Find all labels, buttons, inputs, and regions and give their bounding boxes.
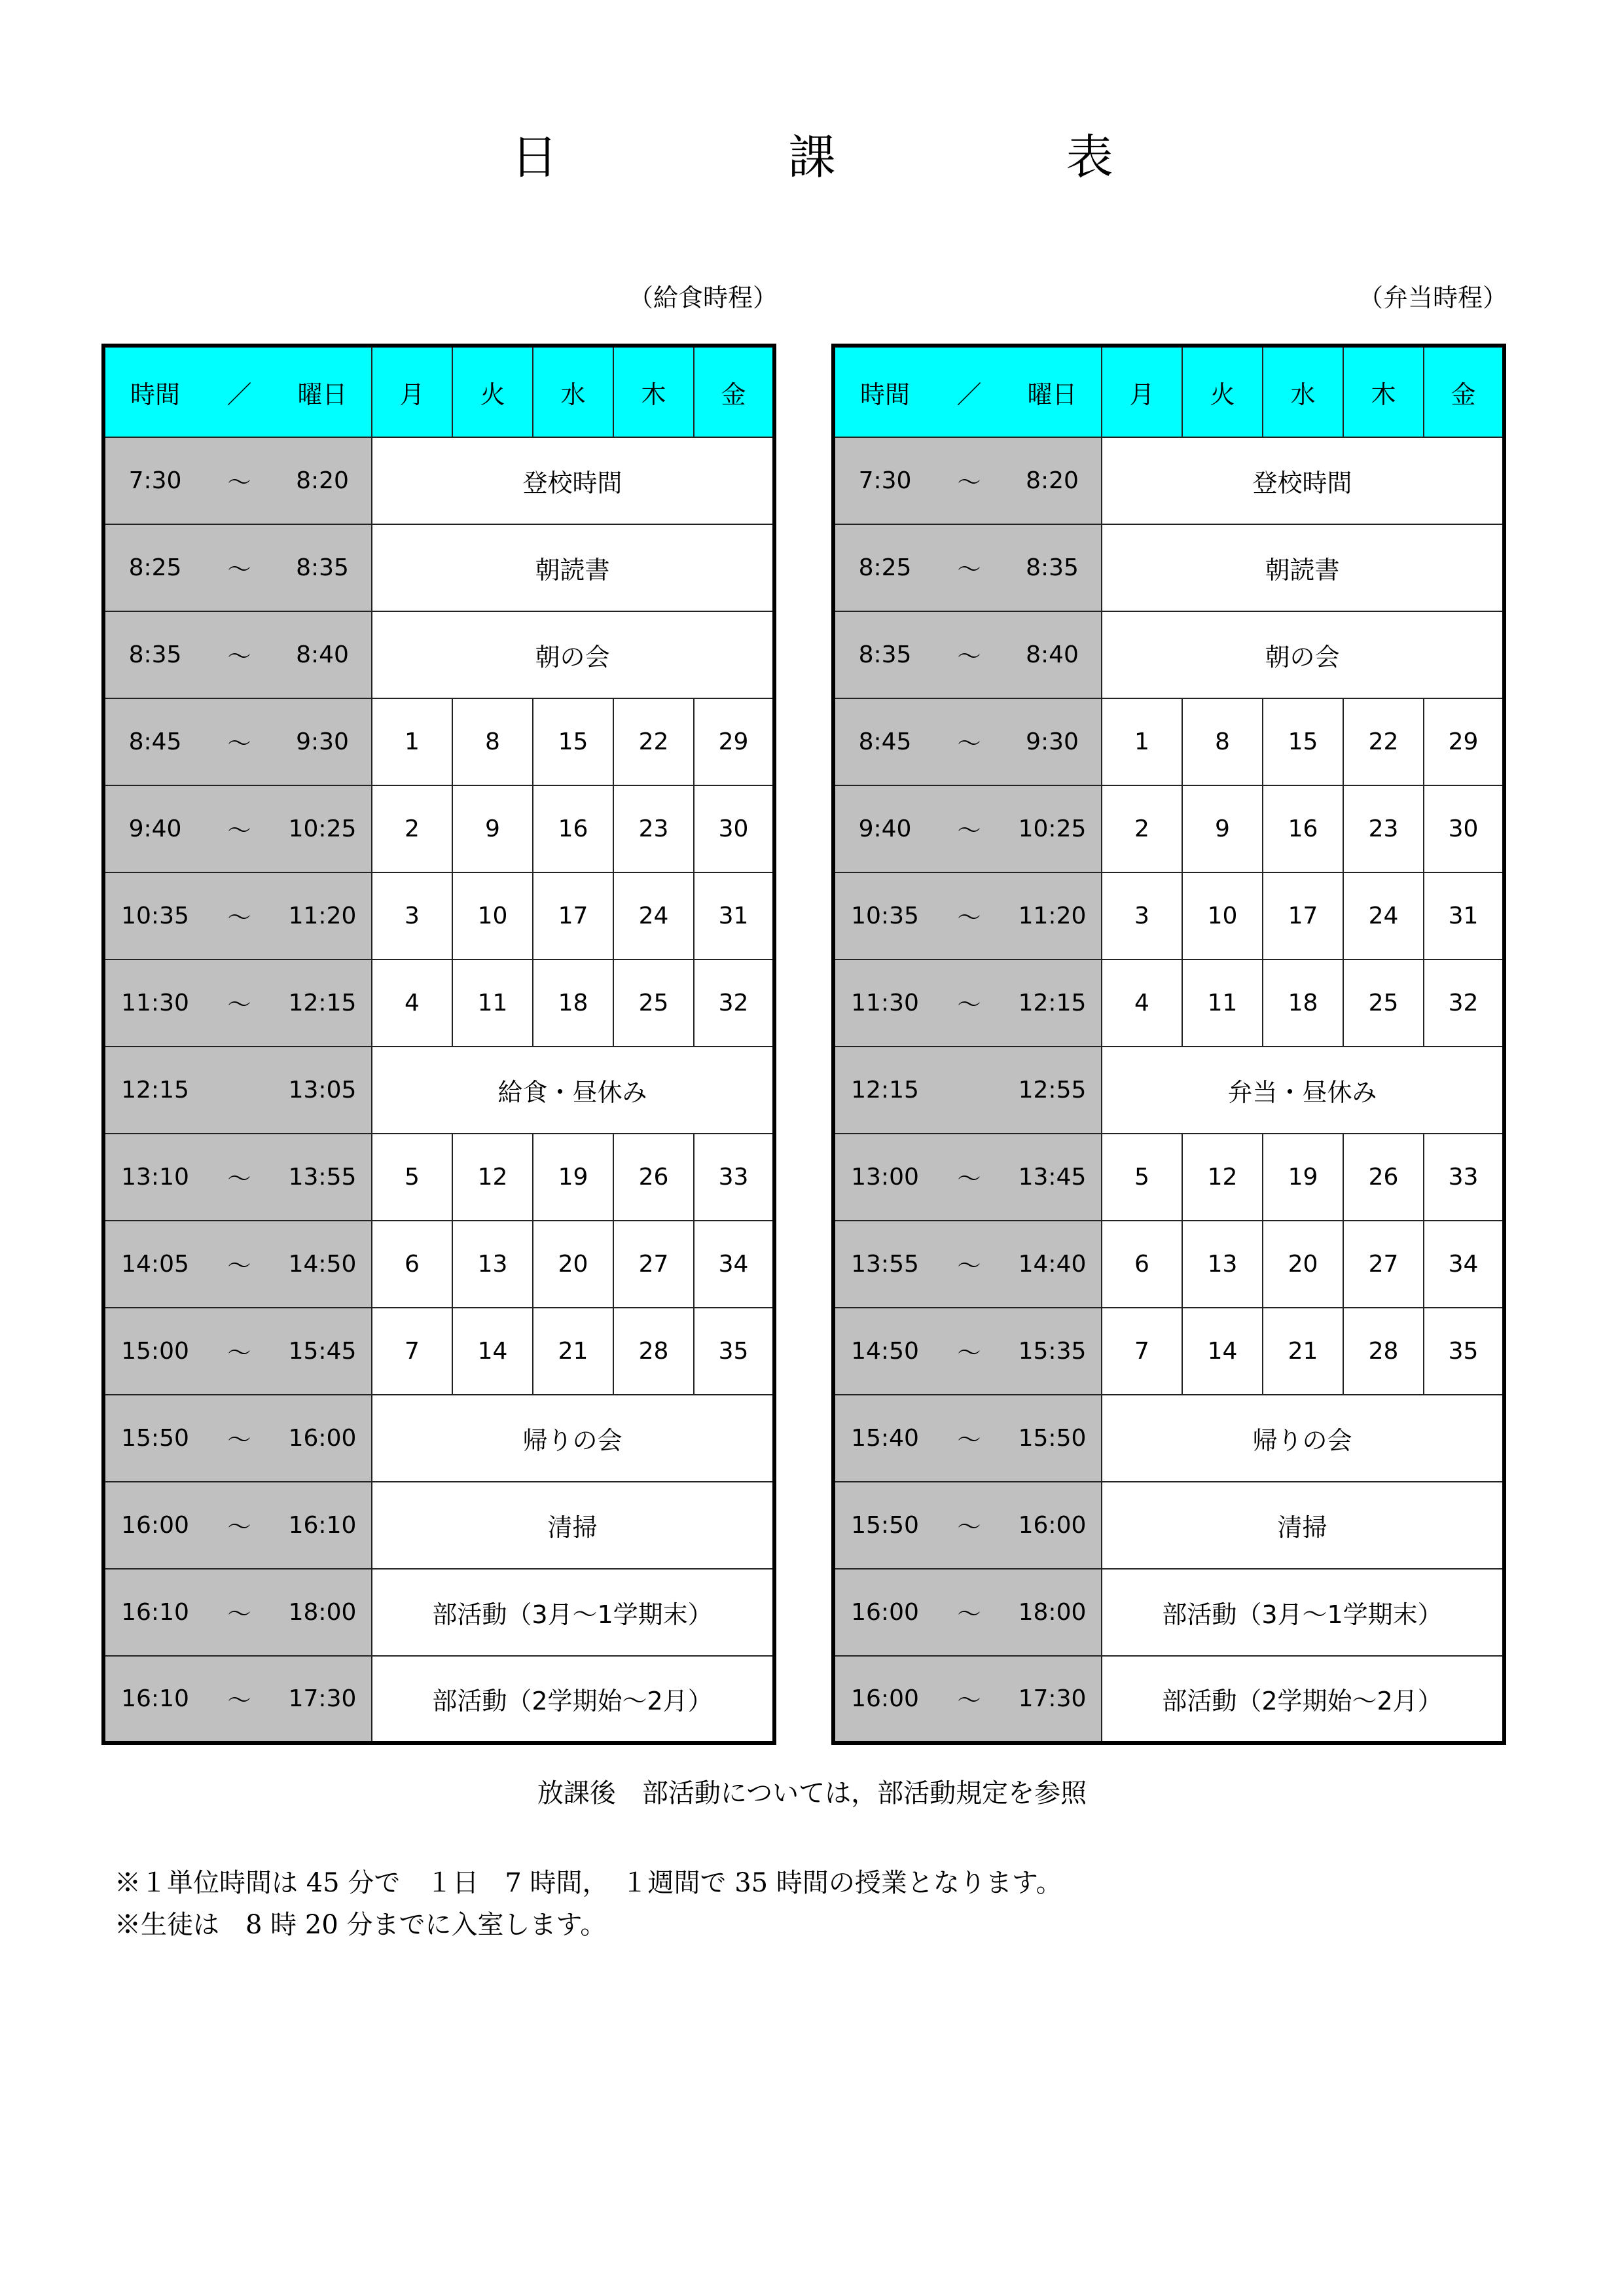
lunch-header-row [103, 346, 774, 437]
time-separator: ～ [935, 960, 1003, 1047]
footnote-entry-time: ※生徒は 8 時 20 分までに入室します。 [115, 1910, 607, 1940]
class-period-number: 13 [452, 1221, 533, 1308]
bento-period-row [833, 1656, 1504, 1743]
class-period-number: 1 [372, 698, 452, 785]
activity-label: 部活動（2学期始～2月） [372, 1656, 774, 1743]
activity-label: 清掃 [372, 1482, 774, 1569]
class-period-number: 18 [533, 960, 613, 1047]
activity-label: 部活動（3月～1学期末） [372, 1569, 774, 1656]
footnotes [115, 1862, 1062, 1946]
class-period-number: 33 [1424, 1134, 1504, 1221]
start-time: 8:35 [833, 611, 935, 698]
class-period-number: 3 [372, 872, 452, 960]
class-period-number: 19 [533, 1134, 613, 1221]
end-time: 15:50 [1003, 1395, 1102, 1482]
lunch-period-row [103, 1308, 774, 1395]
class-period-number: 17 [533, 872, 613, 960]
header-weekday: 木 [613, 346, 694, 437]
class-period-number: 31 [694, 872, 774, 960]
bento-period-row [833, 698, 1504, 785]
footnote-class-hours: ※１単位時間は 45 分で １日 7 時間， １週間で 35 時間の授業となります。 [115, 1868, 1062, 1898]
start-time: 8:45 [103, 698, 205, 785]
class-period-number: 34 [1424, 1221, 1504, 1308]
activity-label: 朝の会 [372, 611, 774, 698]
lunch-period-row [103, 1047, 774, 1134]
start-time: 16:10 [103, 1656, 205, 1743]
start-time: 15:00 [103, 1308, 205, 1395]
time-separator: ～ [205, 1221, 274, 1308]
class-period-number: 21 [533, 1308, 613, 1395]
lunch-period-row [103, 1221, 774, 1308]
bento-period-row [833, 1569, 1504, 1656]
end-time: 14:40 [1003, 1221, 1102, 1308]
activity-label: 清掃 [1102, 1482, 1504, 1569]
header-weekday: 水 [1263, 346, 1343, 437]
time-separator: ～ [935, 785, 1003, 872]
lunch-schedule-caption: （給食時程） [628, 283, 778, 312]
time-separator: ～ [205, 1395, 274, 1482]
end-time: 9:30 [1003, 698, 1102, 785]
class-period-number: 22 [1343, 698, 1424, 785]
end-time: 16:00 [1003, 1482, 1102, 1569]
end-time: 17:30 [274, 1656, 372, 1743]
time-separator: ～ [205, 524, 274, 611]
class-period-number: 32 [1424, 960, 1504, 1047]
time-separator: ～ [205, 1569, 274, 1656]
activity-label: 登校時間 [372, 437, 774, 524]
class-period-number: 30 [1424, 785, 1504, 872]
class-period-number: 25 [1343, 960, 1424, 1047]
class-period-number: 15 [533, 698, 613, 785]
time-separator: ～ [205, 1308, 274, 1395]
time-separator: ～ [935, 1482, 1003, 1569]
activity-label: 帰りの会 [372, 1395, 774, 1482]
class-period-number: 19 [1263, 1134, 1343, 1221]
time-separator: ～ [205, 960, 274, 1047]
header-day: 曜日 [1003, 346, 1102, 437]
start-time: 8:35 [103, 611, 205, 698]
class-period-number: 14 [1182, 1308, 1263, 1395]
class-period-number: 11 [452, 960, 533, 1047]
class-period-number: 10 [452, 872, 533, 960]
class-period-number: 4 [372, 960, 452, 1047]
time-separator: ～ [935, 1308, 1003, 1395]
end-time: 10:25 [274, 785, 372, 872]
class-period-number: 23 [1343, 785, 1424, 872]
class-period-number: 7 [372, 1308, 452, 1395]
class-period-number: 3 [1102, 872, 1182, 960]
start-time: 16:10 [103, 1569, 205, 1656]
lunch-period-row [103, 698, 774, 785]
time-separator: ～ [205, 611, 274, 698]
time-separator [205, 1047, 274, 1134]
start-time: 13:10 [103, 1134, 205, 1221]
end-time: 12:15 [1003, 960, 1102, 1047]
end-time: 8:20 [1003, 437, 1102, 524]
class-period-number: 8 [1182, 698, 1263, 785]
header-weekday: 水 [533, 346, 613, 437]
end-time: 10:25 [1003, 785, 1102, 872]
end-time: 16:10 [274, 1482, 372, 1569]
class-period-number: 8 [452, 698, 533, 785]
class-period-number: 29 [694, 698, 774, 785]
bento-period-row [833, 1308, 1504, 1395]
time-separator: ～ [205, 872, 274, 960]
bento-schedule-caption: （弁当時程） [1358, 283, 1508, 312]
start-time: 9:40 [833, 785, 935, 872]
start-time: 10:35 [103, 872, 205, 960]
class-period-number: 34 [694, 1221, 774, 1308]
start-time: 12:15 [103, 1047, 205, 1134]
start-time: 9:40 [103, 785, 205, 872]
class-period-number: 11 [1182, 960, 1263, 1047]
lunch-period-row [103, 524, 774, 611]
start-time: 15:50 [103, 1395, 205, 1482]
header-weekday: 金 [1424, 346, 1504, 437]
end-time: 14:50 [274, 1221, 372, 1308]
class-period-number: 22 [613, 698, 694, 785]
bento-period-row [833, 1221, 1504, 1308]
class-period-number: 1 [1102, 698, 1182, 785]
class-period-number: 21 [1263, 1308, 1343, 1395]
class-period-number: 9 [452, 785, 533, 872]
end-time: 8:40 [1003, 611, 1102, 698]
lunch-schedule-table [101, 344, 776, 1745]
start-time: 16:00 [833, 1656, 935, 1743]
end-time: 8:20 [274, 437, 372, 524]
lunch-period-row [103, 1569, 774, 1656]
end-time: 17:30 [1003, 1656, 1102, 1743]
end-time: 15:35 [1003, 1308, 1102, 1395]
header-day: 曜日 [274, 346, 372, 437]
time-separator: ～ [935, 437, 1003, 524]
class-period-number: 30 [694, 785, 774, 872]
start-time: 8:45 [833, 698, 935, 785]
class-period-number: 27 [613, 1221, 694, 1308]
time-separator: ～ [205, 437, 274, 524]
activity-label: 登校時間 [1102, 437, 1504, 524]
class-period-number: 35 [694, 1308, 774, 1395]
after-school-note: 放課後 部活動については，部活動規定を参照 [537, 1778, 1087, 1808]
activity-label: 給食・昼休み [372, 1047, 774, 1134]
class-period-number: 28 [613, 1308, 694, 1395]
end-time: 13:05 [274, 1047, 372, 1134]
activity-label: 部活動（2学期始～2月） [1102, 1656, 1504, 1743]
bento-header-row [833, 346, 1504, 437]
start-time: 7:30 [103, 437, 205, 524]
class-period-number: 35 [1424, 1308, 1504, 1395]
class-period-number: 24 [613, 872, 694, 960]
lunch-period-row [103, 437, 774, 524]
time-separator: ～ [935, 1134, 1003, 1221]
activity-label: 部活動（3月～1学期末） [1102, 1569, 1504, 1656]
class-period-number: 26 [613, 1134, 694, 1221]
class-period-number: 20 [1263, 1221, 1343, 1308]
class-period-number: 15 [1263, 698, 1343, 785]
end-time: 8:40 [274, 611, 372, 698]
class-period-number: 29 [1424, 698, 1504, 785]
time-separator: ～ [935, 1221, 1003, 1308]
start-time: 11:30 [103, 960, 205, 1047]
end-time: 13:55 [274, 1134, 372, 1221]
lunch-period-row [103, 785, 774, 872]
class-period-number: 9 [1182, 785, 1263, 872]
time-separator: ～ [935, 1569, 1003, 1656]
end-time: 11:20 [274, 872, 372, 960]
end-time: 18:00 [274, 1569, 372, 1656]
class-period-number: 6 [372, 1221, 452, 1308]
class-period-number: 17 [1263, 872, 1343, 960]
header-time: 時間 [103, 346, 205, 437]
time-separator [935, 1047, 1003, 1134]
start-time: 13:55 [833, 1221, 935, 1308]
class-period-number: 23 [613, 785, 694, 872]
bento-period-row [833, 524, 1504, 611]
start-time: 14:50 [833, 1308, 935, 1395]
end-time: 18:00 [1003, 1569, 1102, 1656]
activity-label: 朝読書 [1102, 524, 1504, 611]
end-time: 9:30 [274, 698, 372, 785]
start-time: 16:00 [833, 1569, 935, 1656]
end-time: 12:15 [274, 960, 372, 1047]
bento-period-row [833, 611, 1504, 698]
start-time: 14:05 [103, 1221, 205, 1308]
bento-period-row [833, 960, 1504, 1047]
start-time: 8:25 [833, 524, 935, 611]
time-separator: ～ [205, 1482, 274, 1569]
time-separator: ～ [205, 1656, 274, 1743]
class-period-number: 25 [613, 960, 694, 1047]
header-time: 時間 [833, 346, 935, 437]
class-period-number: 28 [1343, 1308, 1424, 1395]
class-period-number: 24 [1343, 872, 1424, 960]
end-time: 13:45 [1003, 1134, 1102, 1221]
activity-label: 朝読書 [372, 524, 774, 611]
bento-period-row [833, 1134, 1504, 1221]
class-period-number: 6 [1102, 1221, 1182, 1308]
start-time: 12:15 [833, 1047, 935, 1134]
header-slash: ／ [205, 346, 274, 437]
header-weekday: 金 [694, 346, 774, 437]
class-period-number: 5 [1102, 1134, 1182, 1221]
start-time: 7:30 [833, 437, 935, 524]
header-weekday: 木 [1343, 346, 1424, 437]
class-period-number: 27 [1343, 1221, 1424, 1308]
time-separator: ～ [935, 1656, 1003, 1743]
lunch-period-row [103, 960, 774, 1047]
class-period-number: 2 [372, 785, 452, 872]
end-time: 8:35 [1003, 524, 1102, 611]
lunch-period-row [103, 1134, 774, 1221]
time-separator: ～ [935, 872, 1003, 960]
time-separator: ～ [205, 785, 274, 872]
activity-label: 帰りの会 [1102, 1395, 1504, 1482]
class-period-number: 13 [1182, 1221, 1263, 1308]
activity-label: 弁当・昼休み [1102, 1047, 1504, 1134]
class-period-number: 32 [694, 960, 774, 1047]
header-slash: ／ [935, 346, 1003, 437]
start-time: 15:50 [833, 1482, 935, 1569]
start-time: 13:00 [833, 1134, 935, 1221]
class-period-number: 16 [1263, 785, 1343, 872]
class-period-number: 26 [1343, 1134, 1424, 1221]
start-time: 16:00 [103, 1482, 205, 1569]
start-time: 11:30 [833, 960, 935, 1047]
lunch-period-row [103, 1656, 774, 1743]
class-period-number: 12 [452, 1134, 533, 1221]
end-time: 11:20 [1003, 872, 1102, 960]
time-separator: ～ [205, 1134, 274, 1221]
class-period-number: 18 [1263, 960, 1343, 1047]
header-weekday: 火 [452, 346, 533, 437]
time-separator: ～ [205, 698, 274, 785]
start-time: 8:25 [103, 524, 205, 611]
lunch-period-row [103, 1395, 774, 1482]
time-separator: ～ [935, 611, 1003, 698]
end-time: 8:35 [274, 524, 372, 611]
time-separator: ～ [935, 1395, 1003, 1482]
page-title: 日 課 表 [511, 130, 1205, 185]
header-weekday: 火 [1182, 346, 1263, 437]
bento-period-row [833, 1395, 1504, 1482]
bento-period-row [833, 872, 1504, 960]
end-time: 16:00 [274, 1395, 372, 1482]
class-period-number: 14 [452, 1308, 533, 1395]
start-time: 10:35 [833, 872, 935, 960]
class-period-number: 2 [1102, 785, 1182, 872]
time-separator: ～ [935, 524, 1003, 611]
bento-schedule-table [831, 344, 1506, 1745]
lunch-period-row [103, 611, 774, 698]
bento-period-row [833, 437, 1504, 524]
class-period-number: 20 [533, 1221, 613, 1308]
header-weekday: 月 [1102, 346, 1182, 437]
class-period-number: 33 [694, 1134, 774, 1221]
class-period-number: 10 [1182, 872, 1263, 960]
class-period-number: 7 [1102, 1308, 1182, 1395]
lunch-period-row [103, 1482, 774, 1569]
bento-period-row [833, 785, 1504, 872]
class-period-number: 16 [533, 785, 613, 872]
end-time: 12:55 [1003, 1047, 1102, 1134]
bento-period-row [833, 1047, 1504, 1134]
header-weekday: 月 [372, 346, 452, 437]
class-period-number: 31 [1424, 872, 1504, 960]
time-separator: ～ [935, 698, 1003, 785]
activity-label: 朝の会 [1102, 611, 1504, 698]
lunch-period-row [103, 872, 774, 960]
class-period-number: 5 [372, 1134, 452, 1221]
class-period-number: 12 [1182, 1134, 1263, 1221]
class-period-number: 4 [1102, 960, 1182, 1047]
end-time: 15:45 [274, 1308, 372, 1395]
bento-period-row [833, 1482, 1504, 1569]
start-time: 15:40 [833, 1395, 935, 1482]
